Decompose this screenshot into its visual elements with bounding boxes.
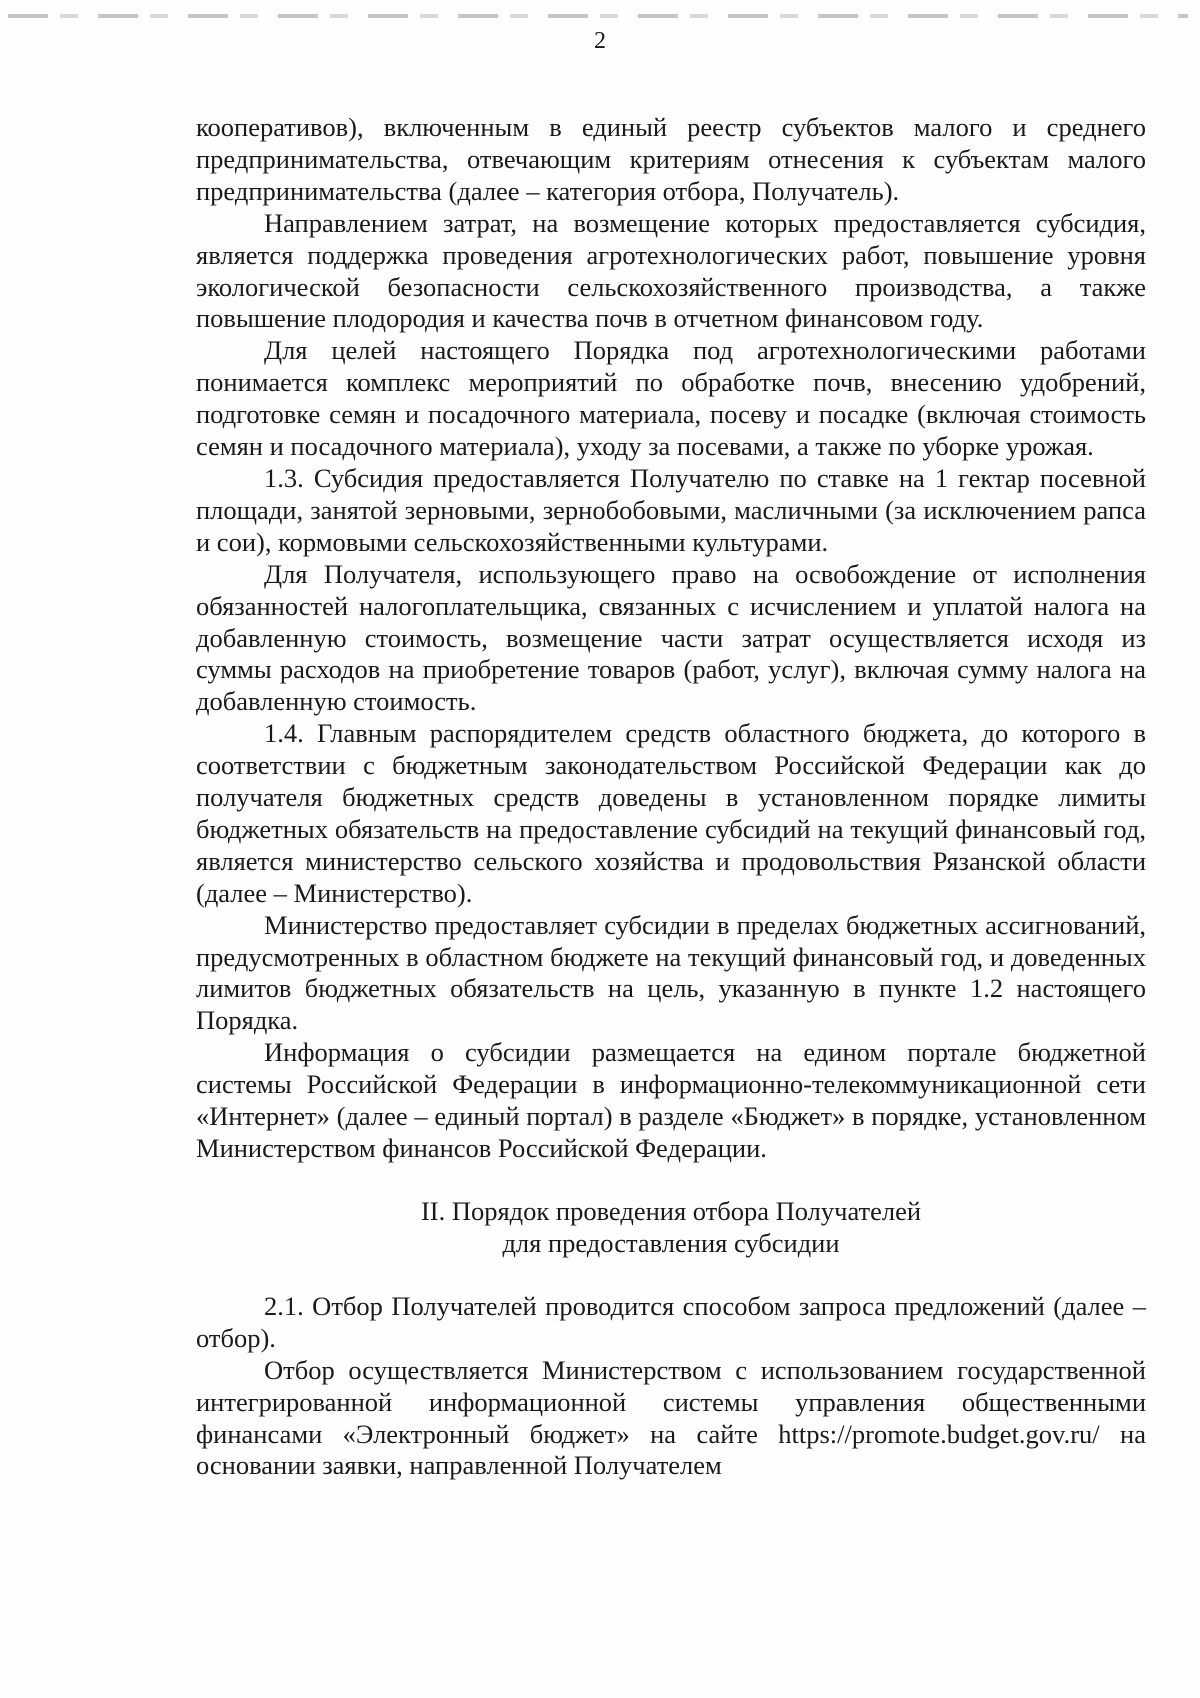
page-number: 2 (594, 28, 606, 54)
paragraph: кооперативов), включенным в единый реестр субъектов малого и среднего предпринимательства, отвечающим критериям отнесения к субъектам малого предпринимательства (далее – категория отбора, Получатель). (196, 112, 1146, 206)
paragraph: Информация о субсидии размещается на едином портале бюджетной системы Российской Федерации в информационно-телекоммуникационной сети «Интернет» (далее – единый портал) в разделе «Бюджет» в порядке, установленном Министерством финансов Российской Федерации. (196, 1037, 1146, 1163)
paragraph: Министерство предоставляет субсидии в пределах бюджетных ассигнований, предусмотренных в областном бюджете на текущий финансовый год, и доведенных лимитов бюджетных обязательств на цель, указанную в пункте 1.2 настоящего Порядка. (196, 909, 1146, 1036)
section-heading-line: для предоставления субсидии (502, 1227, 840, 1258)
paragraph: Направлением затрат, на возмещение которых предоставляется субсидия, является поддержка проведения агротехнологических работ, повышение уровня экологической безопасности сельскохозяйственного производства, а также повышение плодородия и качества почв в отчетном финансовом году. (196, 207, 1146, 334)
paragraph: Отбор осуществляется Министерством с использованием государственной интегрированной информационной системы управления общественными финансами «Электронный бюджет» на сайте https://promote.budget.gov.ru/ на основании заявки, направленной Получателем (196, 1354, 1146, 1481)
paragraph: Для Получателя, использующего право на освобождение от исполнения обязанностей налогоплательщика, связанных с исчислением и уплатой налога на добавленную стоимость, возмещение части затрат осуществляется исходя из суммы расходов на приобретение товаров (работ, услуг), включая сумму налога на добавленную стоимость. (196, 558, 1146, 717)
section-heading (196, 1195, 1146, 1259)
paragraph: 1.4. Главным распорядителем средств областного бюджета, до которого в соответствии с бюджетным законодательством Российской Федерации как до получателя бюджетных средств доведены в установленном порядке лимиты бюджетных обязательств на предоставление субсидий на текущий финансовый год, является министерство сельского хозяйства и продовольствия Рязанской области (далее – Министерство). (196, 718, 1146, 908)
section-heading-line: II. Порядок проведения отбора Получателей (420, 1195, 922, 1226)
scan-artifact-line (8, 14, 1188, 18)
document-body (196, 112, 1146, 1482)
paragraph: 1.3. Субсидия предоставляется Получателю по ставке на 1 гектар посевной площади, занятой зерновыми, зернобобовыми, масличными (за исключением рапса и сои), кормовыми сельскохозяйственными культурами. (196, 462, 1146, 557)
paragraph: 2.1. Отбор Получателей проводится способом запроса предложений (далее – отбор). (196, 1290, 1146, 1353)
paragraph: Для целей настоящего Порядка под агротехнологическими работами понимается комплекс мероприятий по обработке почв, внесению удобрений, подготовке семян и посадочного материала, посеву и посадке (включая стоимость семян и посадочного материала), уходу за посевами, а также по уборке урожая. (196, 335, 1146, 462)
